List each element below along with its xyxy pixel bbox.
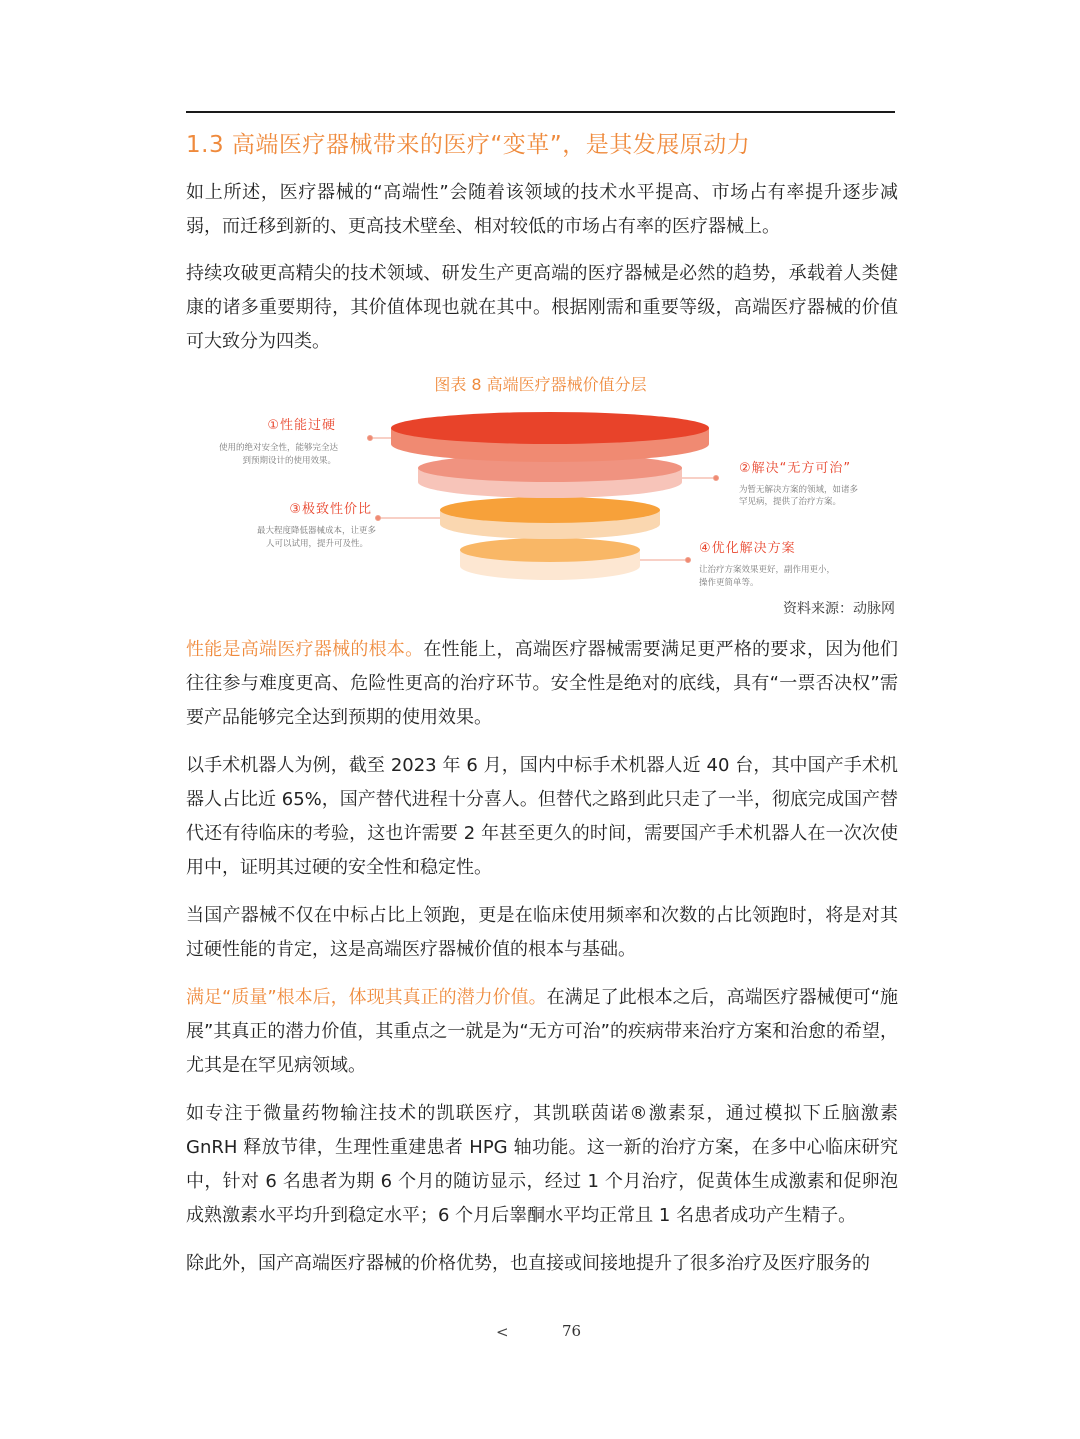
layer-3-desc-line1: 最大程度降低器械成本，让更多 — [256, 526, 376, 536]
paragraph-1: 如上所述，医疗器械的“高端性”会随着该领域的技术水平提高、市场占有率提升逐步减弱，而迁移到新的、更高技术壁垒、相对较低的市场占有率的医疗器械上。 — [186, 182, 898, 237]
layer-4-title: ④优化解决方案 — [699, 541, 796, 556]
figure-source: 资料来源：动脉网 — [783, 601, 895, 617]
paragraph-6-body: 在满足了此根本之后，高端医疗器械便可“施展”其真正的潜力价值，其重点之一就是为“无方可治”的疾病带来治疗方案和治愈的希望，尤其是在罕见病领域。 — [186, 987, 899, 1076]
paragraph-2: 持续攻破更高精尖的技术领域、研发生产更高端的医疗器械是必然的趋势，承载着人类健康的诸多重要期待，其价值体现也就在其中。根据刚需和重要等级，高端医疗器械的价值可大致分为四类。 — [186, 263, 898, 352]
layer-4-disc — [460, 538, 640, 580]
paragraph-3-body: 在性能上，高端医疗器械需要满足更严格的要求，因为他们往往参与难度更高、危险性更高的治疗环节。安全性是绝对的底线，具有“一票否决权”需要产品能够完全达到预期的使用效果。 — [186, 639, 898, 728]
previous-page-link[interactable]: < — [496, 1323, 509, 1341]
layer-3-title: ③极致性价比 — [289, 502, 372, 517]
layer-1-desc-line2: 到预期设计的使用效果。 — [242, 456, 336, 466]
paragraph-7: 如专注于微量药物输注技术的凯联医疗，其凯联茵诺®激素泵，通过模拟下丘脑激素 GnRH 释放节律，生理性重建患者 HPG 轴功能。这一新的治疗方案，在多中心临床研究中，针对 6 名患者为期 6 个月的随访显示，经过 1 个月治疗，促黄体生成激素和促卵泡成熟激素水平均升到稳定水平；6 个月后睾酮水平均正常且 1 名患者成功产生精子。 — [186, 1103, 898, 1226]
layer-2-title: ②解决“无方可治” — [739, 461, 852, 476]
layer-4-desc-line2: 操作更简单等。 — [699, 578, 759, 588]
layer-3-disc — [440, 497, 660, 539]
connector-dot-4 — [686, 558, 691, 563]
connector-dot-1 — [368, 436, 373, 441]
paragraph-3 — [186, 633, 898, 735]
paragraph-3-highlight: 性能是高端医疗器械的根本。 — [186, 639, 424, 660]
figure-title: 图表 8 高端医疗器械价值分层 — [434, 375, 647, 394]
layer-1-desc-line1: 使用的绝对安全性，能够完全达 — [218, 443, 338, 453]
paragraph-4: 以手术机器人为例，截至 2023 年 6 月，国内中标手术机器人近 40 台，其中国产手术机器人占比近 65%，国产替代进程十分喜人。但替代之路到此只走了一半，彻底完成国产替代还有待临床的考验，这也许需要 2 年甚至更久的时间，需要国产手术机器人在一次次使用中，证明其过硬的安全性和稳定性。 — [186, 755, 898, 878]
paragraph-6 — [186, 981, 898, 1083]
layer-4-desc-line1: 让治疗方案效果更好，副作用更小， — [699, 565, 836, 575]
header-rule — [186, 111, 895, 113]
layer-2-desc-line1: 为暂无解决方案的领域，如诸多 — [739, 485, 859, 495]
paragraph-5: 当国产器械不仅在中标占比上领跑，更是在临床使用频率和次数的占比领跑时，将是对其过硬性能的肯定，这是高端医疗器械价值的根本与基础。 — [186, 905, 898, 960]
connector-dot-3 — [376, 516, 381, 521]
layer-1-disc — [391, 412, 709, 462]
layer-2-desc-line2: 罕见病，提供了治疗方案。 — [739, 497, 842, 507]
connector-dot-2 — [714, 476, 719, 481]
paragraph-8: 除此外，国产高端医疗器械的价格优势，也直接或间接地提升了很多治疗及医疗服务的 — [186, 1253, 870, 1274]
paragraph-6-highlight: 满足“质量”根本后，体现其真正的潜力价值。 — [186, 987, 547, 1008]
page-number: 76 — [562, 1322, 582, 1340]
section-heading: 1.3 高端医疗器械带来的医疗“变革”，是其发展原动力 — [186, 132, 751, 158]
layer-1-title: ①性能过硬 — [267, 418, 336, 433]
layer-3-desc-line2: 人可以试用，提升可及性。 — [265, 539, 368, 549]
value-layers-figure — [186, 400, 895, 600]
